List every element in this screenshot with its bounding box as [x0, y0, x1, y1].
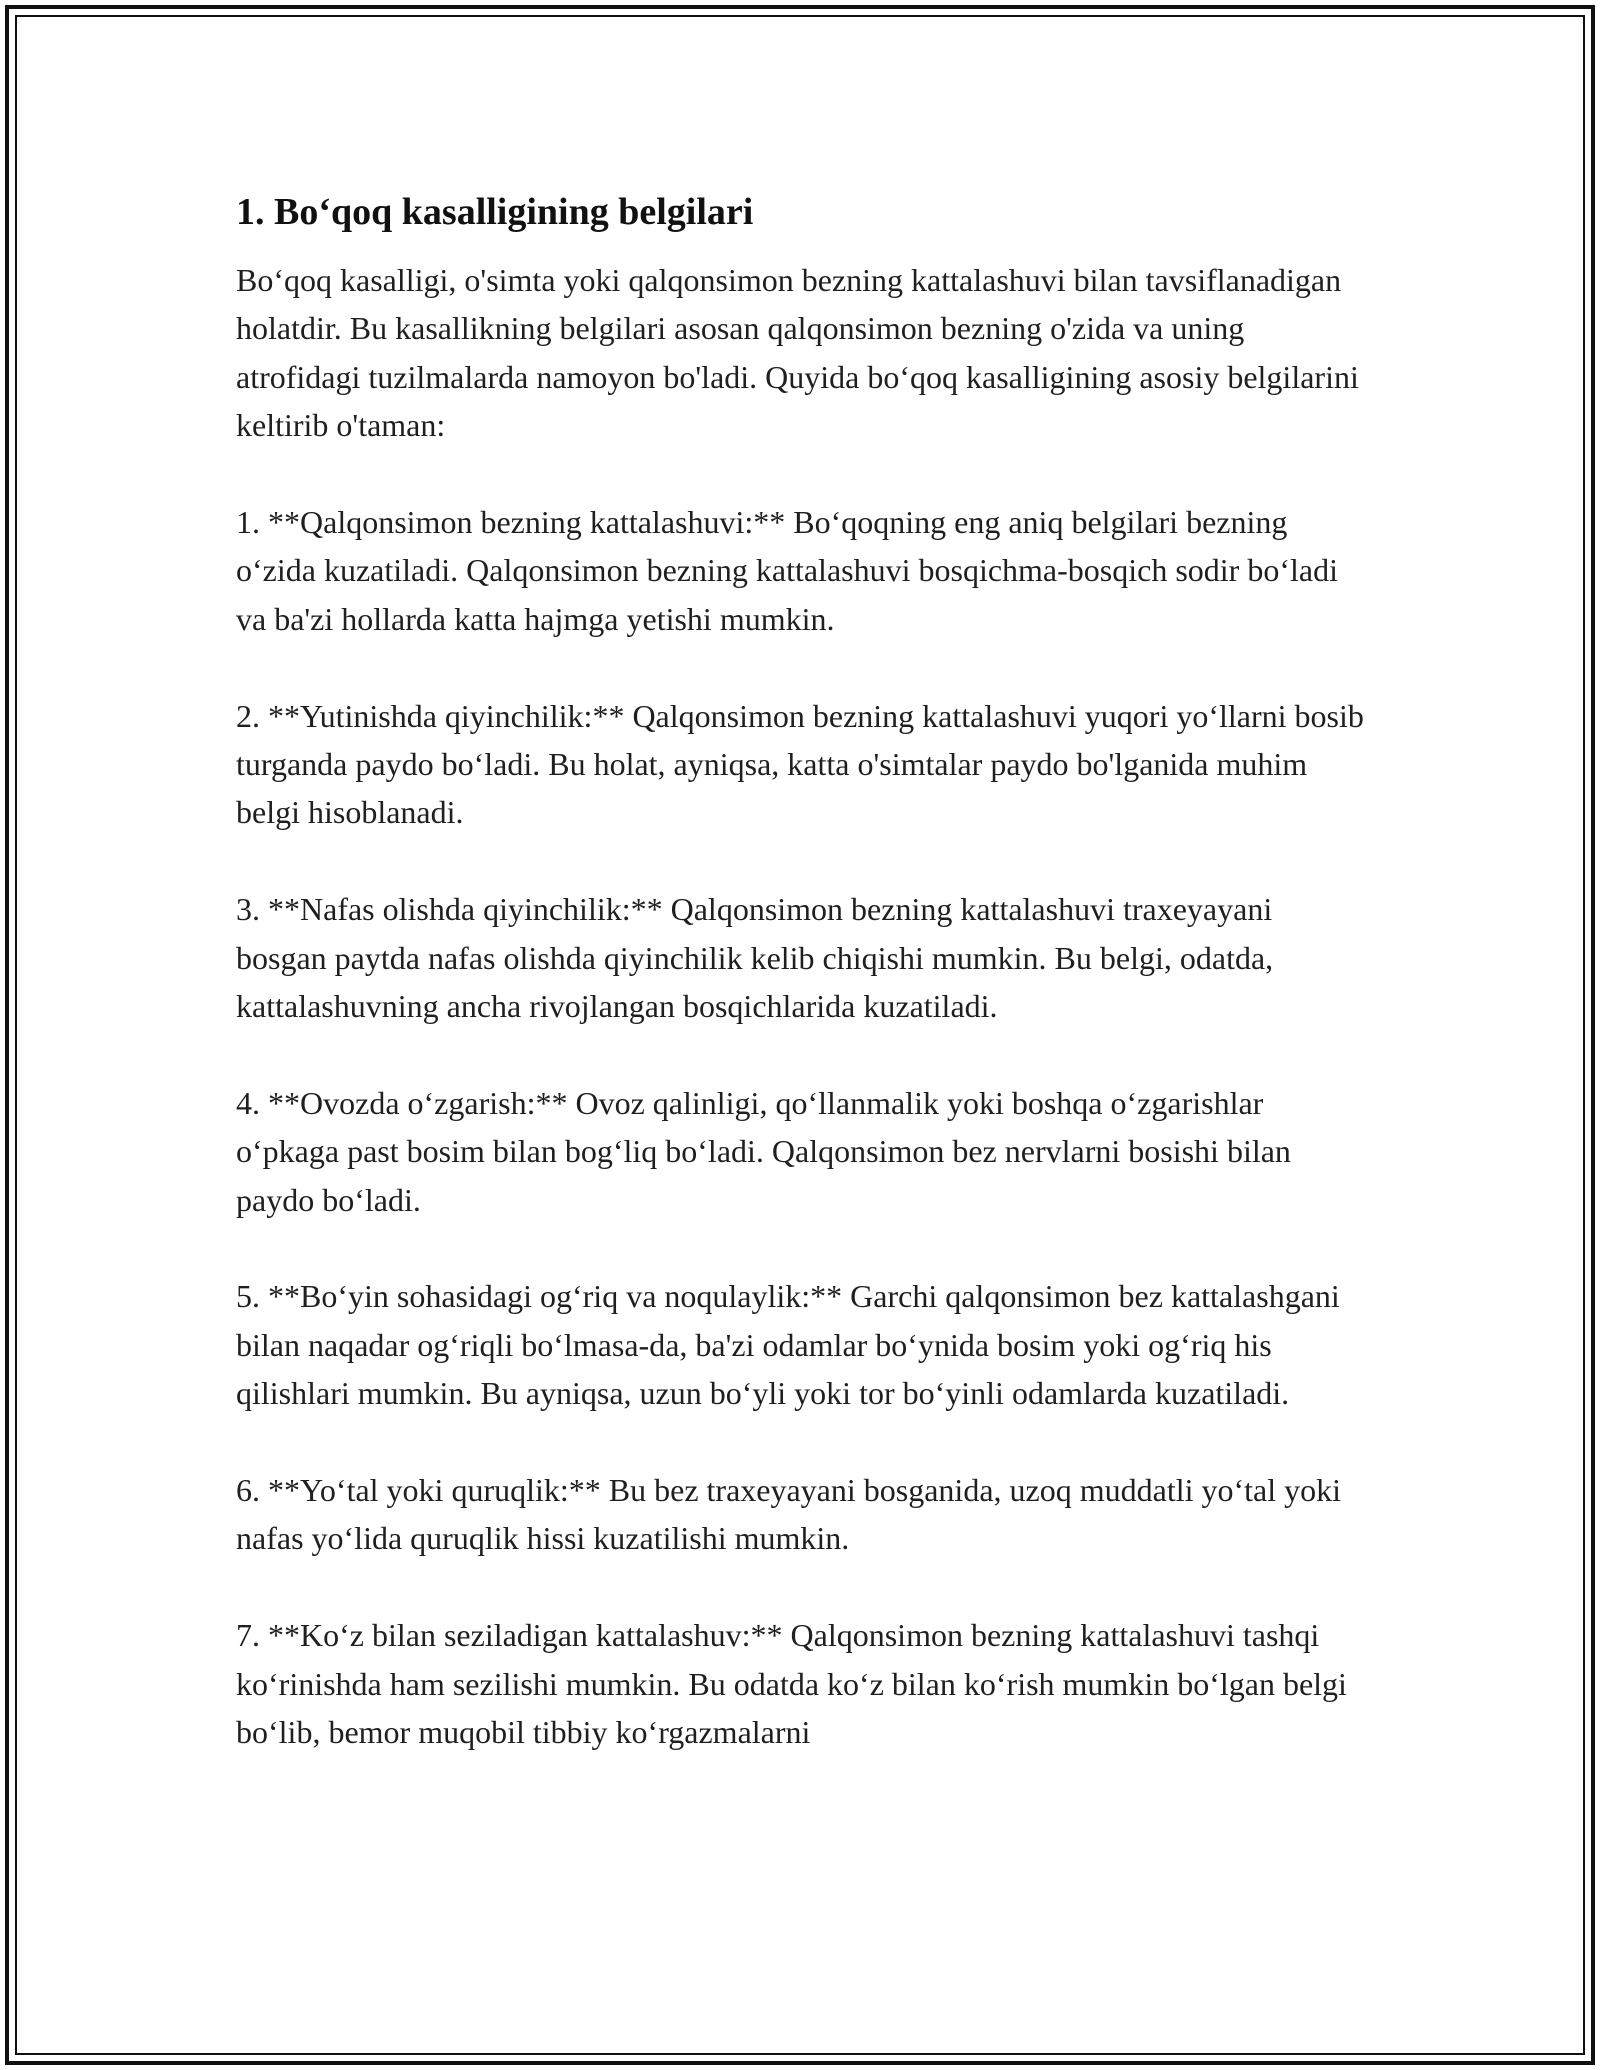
list-item-1: 1. **Qalqonsimon bezning kattalashuvi:** Bo‘qoqning eng aniq belgilari bezning o‘zida kuzatiladi. Qalqonsimon bezning kattalashuvi bosqichma-bosqich sodir bo‘ladi va ba'zi hollarda katta hajmga yetishi mumkin. [236, 504, 1338, 637]
document-body [236, 186, 1366, 1756]
list-item-5: 5. **Bo‘yin sohasidagi og‘riq va noqulaylik:** Garchi qalqonsimon bez kattalashgani bilan naqadar og‘riqli bo‘lmasa-da, ba'zi odamlar bo‘ynida bosim yoki og‘riq his qilishlari mumkin. Bu ayniqsa, uzun bo‘yli yoki tor bo‘yinli odamlarda kuzatiladi. [236, 1278, 1340, 1412]
list-item-3: 3. **Nafas olishda qiyinchilik:** Qalqonsimon bezning kattalashuvi traxeyayani bosgan paytda nafas olishda qiyinchilik kelib chiqishi mumkin. Bu belgi, odatda, kattalashuvning ancha rivojlangan bosqichlarida kuzatiladi. [236, 891, 1274, 1025]
list-item-4: 4. **Ovozda o‘zgarish:** Ovoz qalinligi, qo‘llanmalik yoki boshqa o‘zgarishlar o‘pkaga past bosim bilan bog‘liq bo‘ladi. Qalqonsimon bez nervlarni bosishi bilan paydo bo‘ladi. [236, 1084, 1291, 1218]
intro-paragraph: Bo‘qoq kasalligi, o'simta yoki qalqonsimon bezning kattalashuvi bilan tavsiflanadigan holatdir. Bu kasallikning belgilari asosan qalqonsimon bezning o'zida va uning atrofidagi tuzilmalarda namoyon bo'ladi. Quyida bo‘qoq kasalligining asosiy belgilarini keltirib o'taman: [236, 262, 1359, 444]
list-item-6: 6. **Yo‘tal yoki quruqlik:** Bu bez traxeyayani bosganida, uzoq muddatli yo‘tal yoki nafas yo‘lida quruqlik hissi kuzatilishi mumkin. [236, 1472, 1342, 1557]
list-item-7: 7. **Ko‘z bilan seziladigan kattalashuv:** Qalqonsimon bezning kattalashuvi tashqi ko‘rinishda ham sezilishi mumkin. Bu odatda ko‘z bilan ko‘rish mumkin bo‘lgan belgi bo‘lib, bemor muqobil tibbiy ko‘rgazmalarni [236, 1617, 1347, 1751]
list-item-2: 2. **Yutinishda qiyinchilik:** Qalqonsimon bezning kattalashuvi yuqori yo‘llarni bosib turganda paydo bo‘ladi. Bu holat, ayniqsa, katta o'simtalar paydo bo'lganida muhim belgi hisoblanadi. [236, 697, 1364, 831]
section-heading: 1. Bo‘qoq kasalligining belgilari [236, 191, 754, 233]
